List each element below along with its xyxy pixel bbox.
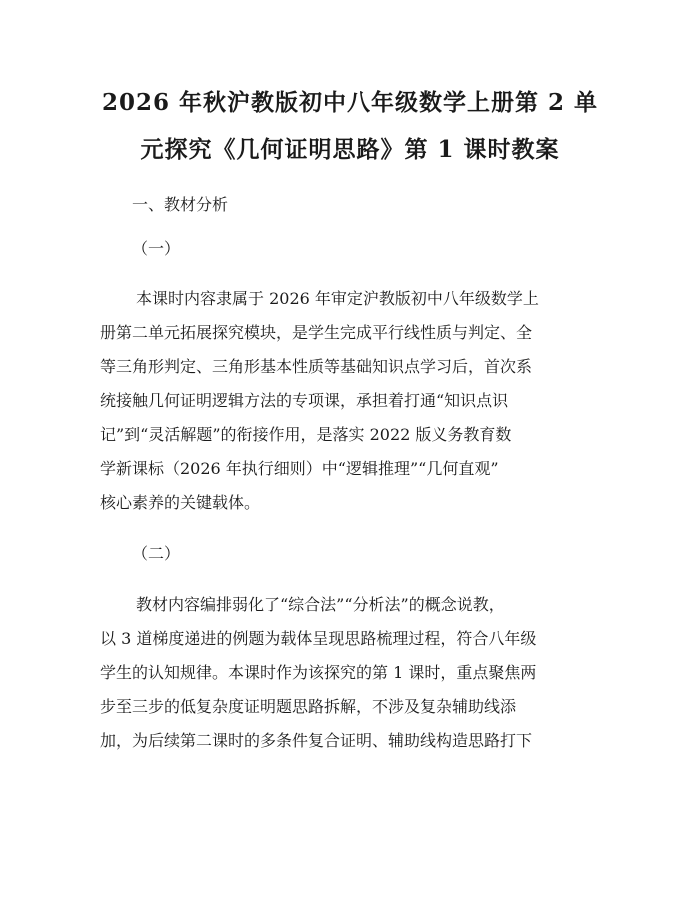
document-title-line-2: 元探究《几何证明思路》第 1 课时教案 — [140, 136, 560, 163]
paragraph-1-line: 统接触几何证明逻辑方法的专项课，承担着打通“知识点识 — [100, 391, 509, 410]
paragraph-1-line: 核心素养的关键载体。 — [100, 493, 261, 512]
section-heading-textbook-analysis: 一、教材分析 — [132, 195, 229, 214]
paragraph-1-line: 记”到“灵活解题”的衔接作用，是落实 2022 版义务教育数 — [100, 425, 512, 444]
subsection-label-1: （一） — [132, 239, 181, 258]
paragraph-2-line: 步至三步的低复杂度证明题思路拆解，不涉及复杂辅助线添 — [100, 697, 517, 716]
paragraph-2-line: 教材内容编排弱化了“综合法”“分析法”的概念说教， — [136, 595, 505, 614]
paragraph-2-line: 加，为后续第二课时的多条件复合证明、辅助线构造思路打下 — [100, 731, 533, 750]
paragraph-1-line: 册第二单元拓展探究模块，是学生完成平行线性质与判定、全 — [100, 323, 533, 342]
paragraph-2-line: 学生的认知规律。本课时作为该探究的第 1 课时，重点聚焦两 — [100, 663, 537, 682]
paragraph-1-line: 等三角形判定、三角形基本性质等基础知识点学习后，首次系 — [100, 357, 533, 376]
paragraph-1-line: 学新课标（2026 年执行细则）中“逻辑推理”“几何直观” — [100, 459, 499, 478]
paragraph-2-line: 以 3 道梯度递进的例题为载体呈现思路梳理过程，符合八年级 — [100, 629, 537, 648]
paragraph-1-line: 本课时内容隶属于 2026 年审定沪教版初中八年级数学上 — [136, 289, 539, 308]
document-title-line-1: 2026 年秋沪教版初中八年级数学上册第 2 单 — [101, 89, 599, 116]
subsection-label-2: （二） — [132, 544, 181, 563]
